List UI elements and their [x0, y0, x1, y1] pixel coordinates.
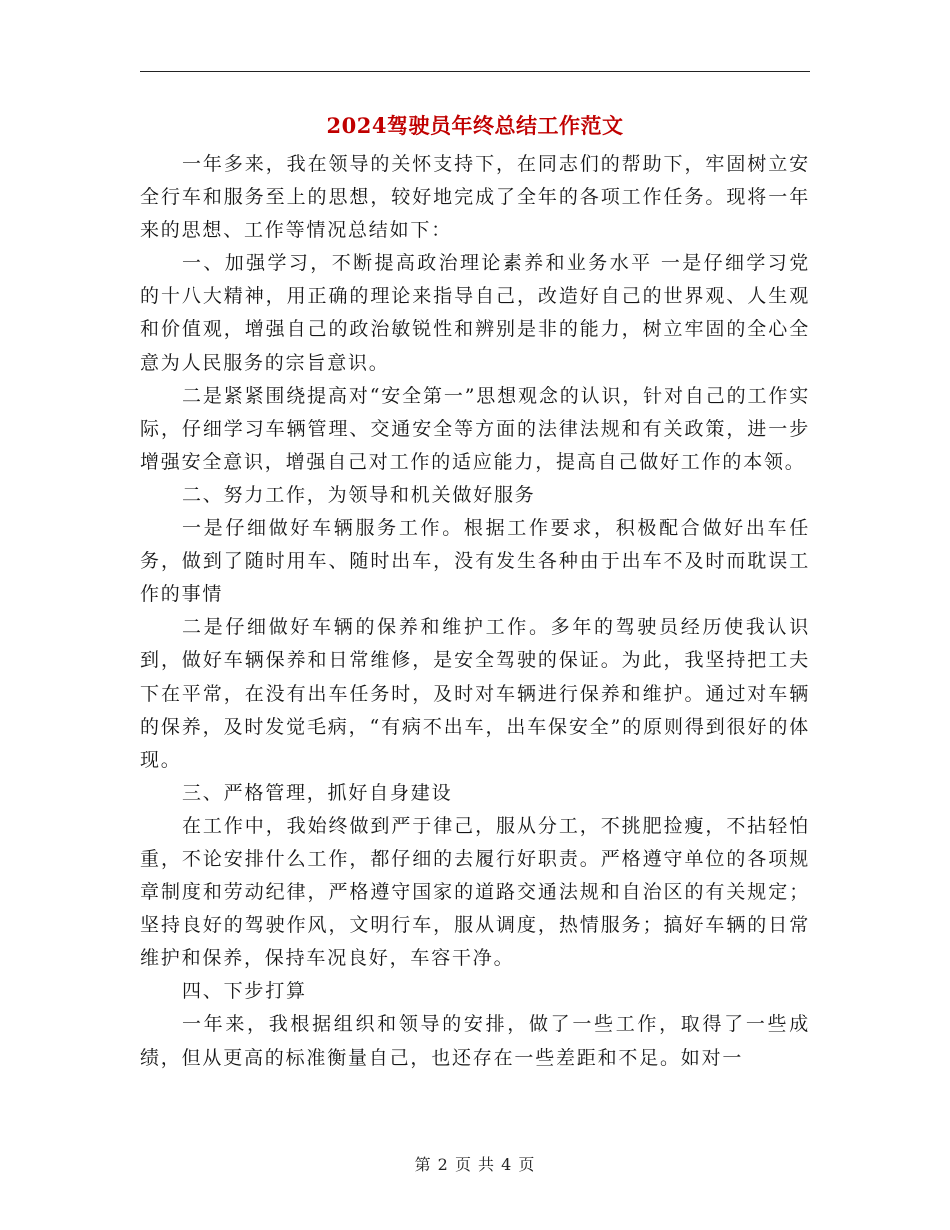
section-heading-2: 二、努力工作，为领导和机关做好服务: [182, 483, 536, 506]
paragraph-intro: 一年多来，我在领导的关怀支持下，在同志们的帮助下，牢固树立安全行车和服务至上的思想，较好地完成了全年的各项工作任务。现将一年来的思想、工作等情况总结如下：: [140, 153, 810, 242]
paragraph-section-3: 在工作中，我始终做到严于律己，服从分工，不挑肥捡瘦，不拈轻怕重，不论安排什么工作，都仔细的去履行好职责。严格遵守单位的各项规章制度和劳动纪律，严格遵守国家的道路交通法规和自治区的有关规定；坚持良好的驾驶作风，文明行车，服从调度，热情服务；搞好车辆的日常维护和保养，保持车况良好，车容干净。: [140, 814, 810, 970]
header-rule: [140, 71, 810, 72]
paragraph-section-2-point-2: 二是仔细做好车辆的保养和维护工作。多年的驾驶员经历使我认识到，做好车辆保养和日常维修，是安全驾驶的保证。为此，我坚持把工夫下在平常，在没有出车任务时，及时对车辆进行保养和维护。通过对车辆的保养，及时发觉毛病，“有病不出车，出车保安全”的原则得到很好的体现。: [140, 616, 810, 771]
section-heading-3: 三、严格管理，抓好自身建设: [182, 781, 453, 804]
document-body: [140, 148, 810, 1075]
paragraph-section-2-point-1: 一是仔细做好车辆服务工作。根据工作要求，积极配合做好出车任务，做到了随时用车、随时出车，没有发生各种由于出车不及时而耽误工作的事情: [140, 517, 810, 606]
document-title: 2024驾驶员年终总结工作范文: [326, 113, 624, 138]
paragraph-section-4: 一年来，我根据组织和领导的安排，做了一些工作，取得了一些成绩，但从更高的标准衡量自己，也还存在一些差距和不足。如对一: [140, 1013, 810, 1069]
section-heading-4: 四、下步打算: [182, 980, 307, 1003]
paragraph-section-1-point-2: 二是紧紧围绕提高对“安全第一”思想观念的认识，针对自己的工作实际，仔细学习车辆管理、交通安全等方面的法律法规和有关政策，进一步增强安全意识，增强自己对工作的适应能力，提高自己做好工作的本领。: [140, 384, 810, 473]
paragraph-section-1: 一、加强学习，不断提高政治理论素养和业务水平 一是仔细学习党的十八大精神，用正确的理论来指导自己，改造好自己的世界观、人生观和价值观，增强自己的政治敏锐性和辨别是非的能力，树立牢固的全心全意为人民服务的宗旨意识。: [140, 252, 810, 374]
page-number: 第 2 页 共 4 页: [414, 1155, 536, 1174]
page-footer: [0, 1153, 950, 1177]
